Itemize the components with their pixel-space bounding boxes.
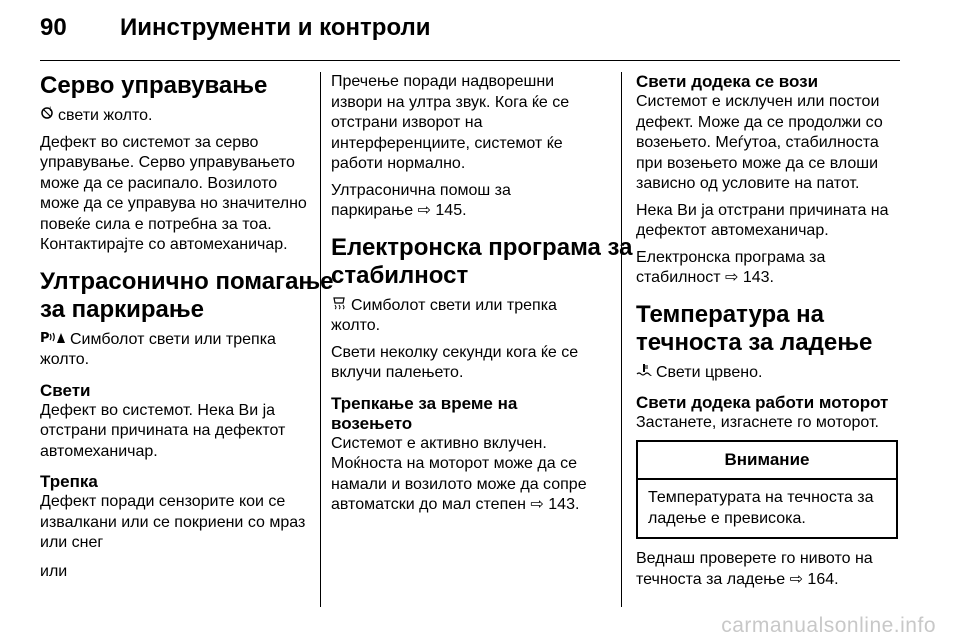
svg-text:!: ! — [49, 106, 52, 113]
heading-flashing-driving: Трепкање за време на возењето — [331, 393, 518, 433]
coolant-symbol-text: Свети црвено. — [656, 363, 763, 381]
coolant-temperature-icon — [636, 363, 652, 384]
column-3 — [636, 72, 902, 596]
column-divider-1 — [320, 72, 321, 607]
warning-body: Температурата на течноста за ладење е превисока. — [648, 489, 874, 527]
watermark: carmanualsonline.info — [721, 614, 936, 637]
heading-trepka: Трепка — [40, 472, 98, 491]
header-rule — [40, 60, 900, 61]
heading-servo: Серво управување — [40, 72, 268, 99]
ultrasonic-symbol-text: Симболот свети или трепка — [70, 330, 276, 348]
lit-driving-body: Системот е исклучен или постои дефект. Може да се продолжи со возењето. Меѓутоа, стабилноста при возењето може да се влоши зависно од условите на патот. — [636, 93, 883, 192]
esp-symbol-line: Симболот свети или трепка жолто. — [331, 296, 557, 334]
heading-coolant: Температура на течноста за ладење — [636, 300, 873, 356]
ultrasonic-reference: Ултрасонична помош за паркирање ⇨ 145. — [331, 181, 511, 219]
column-divider-2 — [621, 72, 622, 607]
heading-sveti: Свети — [40, 380, 91, 400]
sveti-body: Дефект во системот. Нека Ви ја отстрани причината на дефектот автомеханичар. — [40, 401, 286, 460]
servo-symbol-line — [40, 106, 312, 127]
warning-title: Внимание — [638, 442, 896, 481]
ili-text: или — [40, 562, 68, 580]
parking-assist-icon — [40, 330, 66, 351]
heading-esp: Електронска програма за стабилност — [331, 233, 633, 289]
esp-symbol-text: Симболот свети или трепка — [351, 296, 557, 314]
column-1 — [40, 72, 334, 588]
ultrasonic-symbol-line: P Симболот свети или трепка жолто. — [40, 330, 276, 368]
remove-cause-body: Нека Ви ја отстрани причината на дефектот автомеханичар. — [636, 201, 889, 239]
interference-body: Пречење поради надворешни извори на ултра звук. Кога ќе се отстрани изворот на интерференциите, системот ќе работи нормално. — [331, 73, 570, 172]
svg-text:P: P — [40, 330, 50, 344]
steering-warning-icon — [40, 106, 54, 127]
warning-box — [636, 440, 898, 540]
page-number: 90 — [40, 14, 67, 41]
column-2 — [331, 72, 633, 522]
esp-reference: Електронска програма за стабилност ⇨ 143. — [636, 248, 826, 286]
esp-skid-icon — [331, 296, 347, 317]
heading-engine-running: Свети додека работи моторот — [636, 393, 889, 412]
check-coolant-body: Веднаш проверете го нивото на течноста за ладење ⇨ 164. — [636, 550, 873, 588]
servo-symbol-text: свети жолто. — [58, 107, 153, 124]
flashing-driving-body: Системот е активно вклучен. Моќноста на моторот може да се намали и возилото може да сопре автоматски до мал степен ⇨ 143. — [331, 434, 587, 513]
page-header — [40, 14, 431, 50]
esp-body: Свети неколку секунди кога ќе се вклучи палењето. — [331, 343, 579, 381]
coolant-symbol-line — [636, 363, 902, 384]
trepka-body: Дефект поради сензорите кои се извалкани или се покриени со мраз или снег — [40, 493, 306, 551]
heading-lit-driving: Свети додека се вози — [636, 72, 819, 91]
engine-running-body: Застанете, изгаснете го моторот. — [636, 414, 879, 431]
servo-body: Дефект во системот за серво управување. Серво управувањето може да се расипало. Возилото може да се управува но значително повеќе сила е потребна за тоа. Контактирајте со автомеханичар. — [40, 133, 307, 253]
running-title: Иинструменти и контроли — [120, 14, 431, 41]
heading-ultrasonic: Ултрасонично помагање за паркирање — [40, 267, 334, 323]
